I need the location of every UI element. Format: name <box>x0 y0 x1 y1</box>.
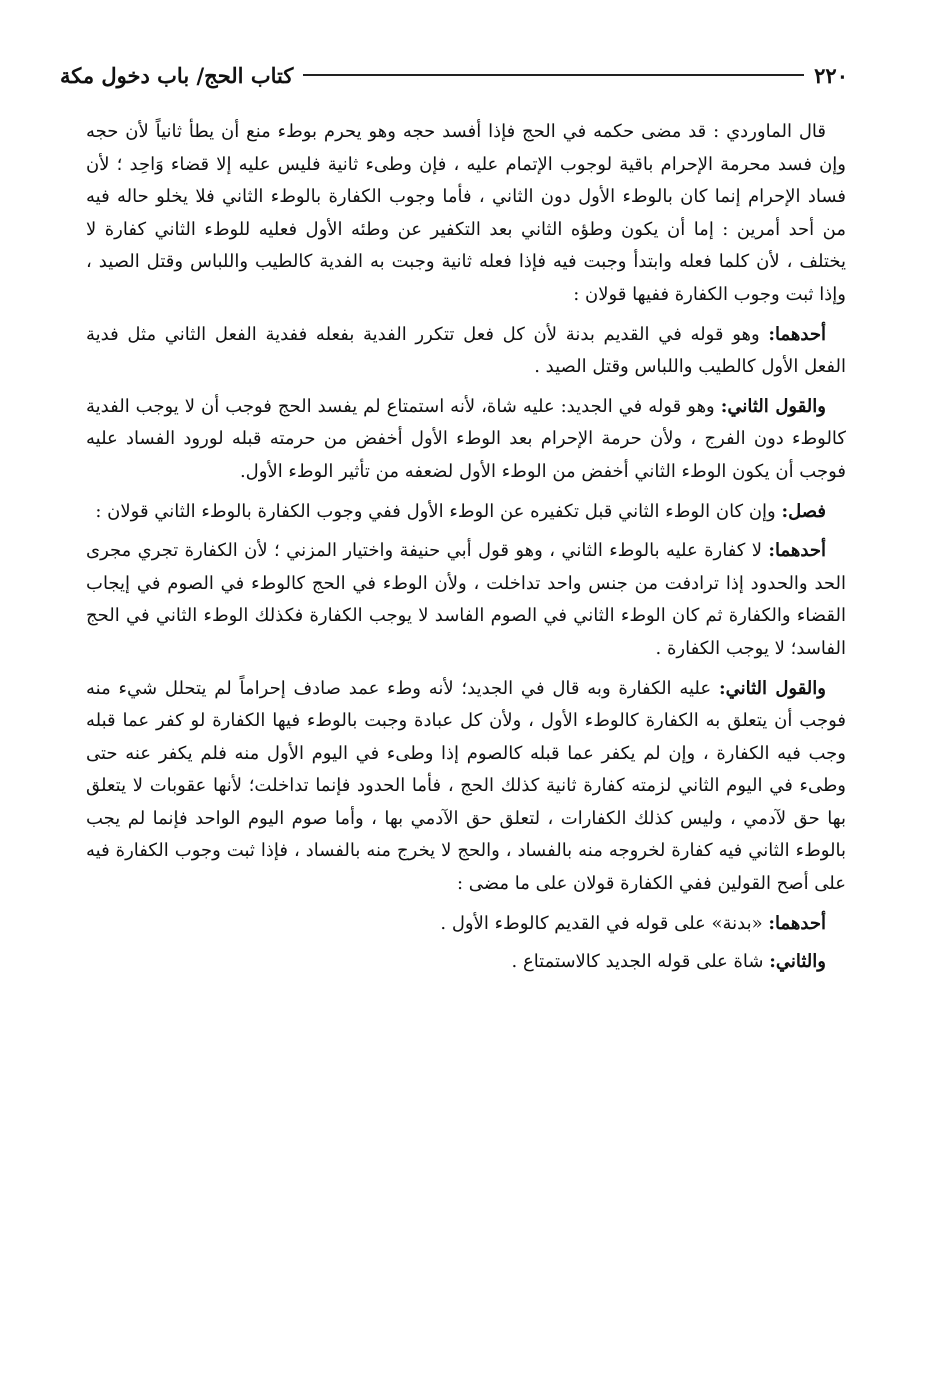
paragraph-lead: أحدهما: <box>768 540 826 562</box>
paragraph-first-opinion <box>86 535 846 665</box>
paragraph-first-opinion <box>86 319 846 384</box>
paragraph-second-opinion <box>86 673 846 901</box>
paragraph-lead: أحدهما: <box>768 912 826 934</box>
body-text <box>86 116 846 986</box>
running-title: كتاب الحج/ باب دخول مكة <box>60 62 294 88</box>
paragraph-lead: فصل: <box>781 500 826 522</box>
paragraph-text: «بدنة» على قوله في القديم كالوطء الأول . <box>440 912 763 934</box>
paragraph-lead: والثاني: <box>769 951 826 973</box>
page-header <box>60 58 848 92</box>
paragraph-text: لا كفارة عليه بالوطء الثاني ، وهو قول أبي حنيفة واختيار المزني ؛ لأن الكفارة تجري مجرى الحد والحدود إذا ترادفت من جنس واحد تداخلت ، ولأن الوطء في الحج كالوطء في الصوم في إيجاب القضاء والكفارة ثم كان الوطء الثاني في الصوم الفاسد لا يوجب الكفارة فكذلك الوطء الثاني في الحج الفاسد؛ لا يوجب الكفارة . <box>86 540 846 659</box>
paragraph-first-opinion <box>86 908 846 941</box>
paragraph-lead: والقول الثاني: <box>720 395 826 417</box>
header-rule <box>303 74 804 76</box>
paragraph-text: شاة على قوله الجديد كالاستمتاع . <box>511 951 764 973</box>
paragraph-second-opinion <box>86 391 846 489</box>
paragraph-lead: أحدهما: <box>768 323 826 345</box>
paragraph-text: قال الماوردي : قد مضى حكمه في الحج فإذا أفسد حجه وهو يحرم بوطء منع أن يطأ ثانياً لأن حجه وإن فسد محرمة الإحرام باقية لوجوب الإتمام عليه ، فإن وطىء ثانية فليس عليه إلا قضاء وَاحِد ؛ لأن فساد الإحرام إنما كان بالوطء الأول دون الثاني ، فأما وجوب الكفارة بالوطء الثاني فلا يخلو حاله فيه من أحد أمرين : إما أن يكون وطؤه الثاني بعد التكفير عن وطئه الأول فعليه للوطء الثاني كفارة لا يختلف ، لأن كلما فعله وابتدأ وجبت فيه فإذا فعله ثانية وجبت به الفدية كالطيب واللباس وقتل الصيد ، وإذا ثبت وجوب الكفارة ففيها قولان : <box>86 121 846 305</box>
page-number: ٢٢٠ <box>814 62 848 88</box>
paragraph-text: عليه الكفارة وبه قال في الجديد؛ لأنه وطء عمد صادف إحراماً لم يتحلل شيء منه فوجب أن يتعلق به الكفارة كالوطء الأول ، ولأن كل عبادة وجبت بالوطء فيها الكفارة لو كفر عما قبله وجب فيه الكفارة ، وإن لم يكفر عما قبله كالصوم إذا وطىء في اليوم الأول منه فلم يكفر عنه حتى وطىء في اليوم الثاني لزمته كفارة ثانية كذلك الحج ، فأما الحدود فإنما تداخلت؛ لأنها عقوبات لا يتعلق بها حق لآدمي ، وليس كذلك الكفارات ، لتعلق حق الآدمي بها ، وأما صوم اليوم الواحد فإنما لم يجب بالوطء الثاني فيه كفارة لخروجه منه بالفساد ، والحج لا يخرج منه بالفساد ، فإذا ثبت وجوب الكفارة فيه على أصح القولين ففي الكفارة قولان على ما مضى : <box>86 677 846 895</box>
paragraph-text: وهو قوله في الجديد: عليه شاة، لأنه استمتاع لم يفسد الحج فوجب أن لا يوجب الفدية كالوطء دون الفرج ، ولأن حرمة الإحرام بعد الوطء الأول أخفض من حرمته قبله لورود الفساد عليه فوجب أن يكون الوطء الثاني أخفض من الوطء الأول لضعفه من تأثير الوطء الأول. <box>86 395 846 482</box>
paragraph-section <box>86 496 846 529</box>
paragraph-intro <box>86 116 846 312</box>
paragraph-lead: والقول الثاني: <box>718 677 826 699</box>
paragraph-text: وإن كان الوطء الثاني قبل تكفيره عن الوطء الأول ففي وجوب الكفارة بالوطء الثاني قولان : <box>95 500 776 522</box>
paragraph-second-opinion <box>86 946 846 979</box>
paragraph-text: وهو قوله في القديم بدنة لأن كل فعل تتكرر الفدية بفعله ففدية الفعل الثاني مثل فدية الفعل الأول كالطيب واللباس وقتل الصيد . <box>86 323 846 378</box>
